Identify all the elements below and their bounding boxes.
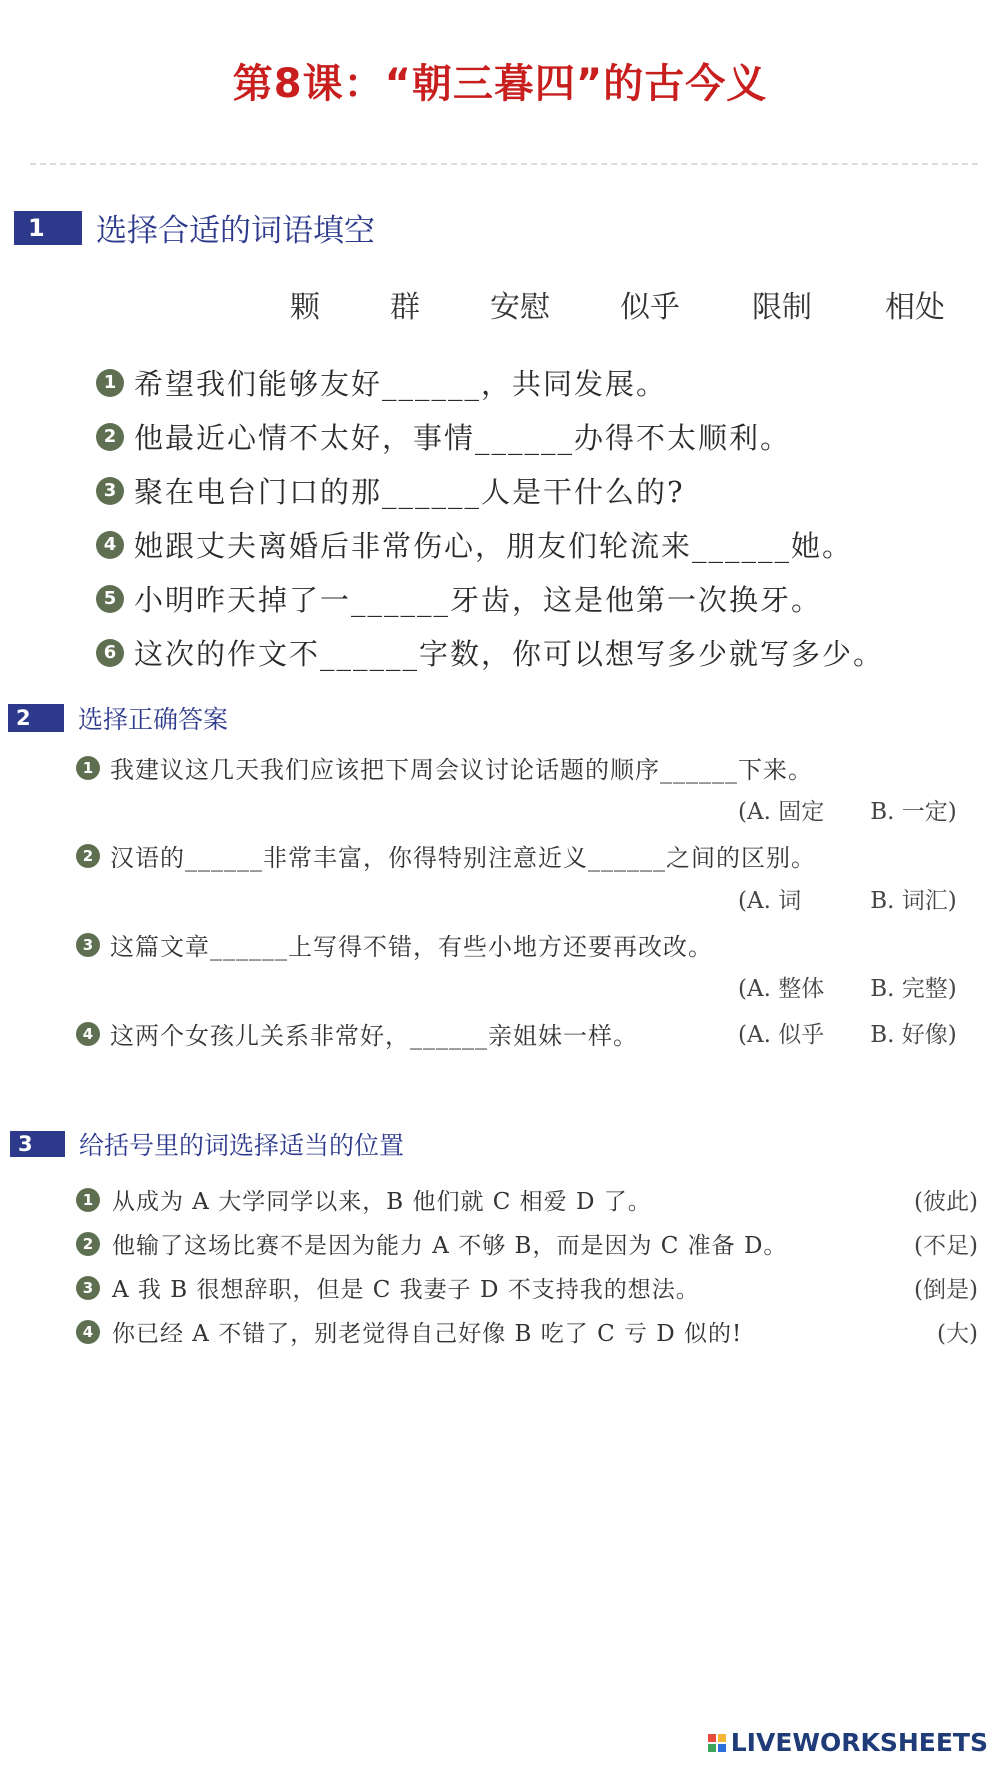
section-3-number: 3 (10, 1131, 65, 1157)
logo-square (718, 1744, 726, 1752)
section-2-header (8, 700, 228, 736)
question-number-badge: 3 (96, 477, 124, 505)
section-2-question (76, 838, 816, 873)
section-1-header (14, 205, 375, 250)
question-text: 从成为 A 大学同学以来，B 他们就 C 相爱 D 了。 (112, 1189, 652, 1215)
section-3-header (10, 1126, 404, 1162)
question-text: 这篇文章______上写得不错，有些小地方还要再改改。 (110, 933, 713, 961)
question-text: 他最近心情不太好，事情______办得不太顺利。 (134, 421, 792, 455)
section-2-title: 选择正确答案 (78, 705, 229, 734)
logo-square (708, 1744, 716, 1752)
word-bank-item: 群 (390, 290, 420, 325)
answer-choices: (A. 整体 B. 完整) (738, 976, 957, 1002)
answer-choices: (A. 固定 B. 一定) (738, 799, 957, 825)
question-number-badge: 1 (76, 1188, 100, 1212)
section-1-question (96, 578, 822, 619)
logo-grid-icon (708, 1734, 726, 1752)
bracket-word: (大) (937, 1321, 978, 1347)
question-number-badge: 3 (76, 933, 100, 957)
bracket-word: (彼此) (914, 1189, 978, 1215)
question-text: 希望我们能够友好______，共同发展。 (134, 367, 668, 401)
question-number-badge: 6 (96, 639, 124, 667)
question-number-badge: 5 (96, 585, 124, 613)
question-text: 汉语的______非常丰富，你得特别注意近义______之间的区别。 (110, 844, 816, 872)
section-1-question (96, 470, 685, 511)
question-number-badge: 4 (76, 1022, 100, 1046)
word-bank-item: 似乎 (620, 290, 680, 325)
section-1-question (96, 362, 667, 403)
bracket-word: (不足) (914, 1233, 978, 1259)
section-3-question (76, 1315, 742, 1348)
answer-choices: (A. 似乎 B. 好像) (738, 1022, 957, 1048)
question-number-badge: 2 (76, 844, 100, 868)
question-number-badge: 4 (96, 531, 124, 559)
answer-choices: (A. 词 B. 词汇) (738, 888, 957, 914)
question-text: A 我 B 很想辞职，但是 C 我妻子 D 不支持我的想法。 (112, 1277, 700, 1303)
section-1-question (96, 524, 853, 565)
question-number-badge: 4 (76, 1320, 100, 1344)
question-text: 这次的作文不______字数，你可以想写多少就写多少。 (134, 637, 885, 671)
logo-text: LIVEWORKSHEETS (730, 1728, 988, 1757)
section-1-question (96, 632, 884, 673)
section-2-question (76, 750, 813, 785)
question-number-badge: 1 (76, 756, 100, 780)
section-3-question (76, 1183, 652, 1216)
word-bank-item: 相处 (885, 290, 945, 325)
section-2-number: 2 (8, 704, 64, 732)
word-bank-item: 安慰 (490, 290, 550, 325)
question-number-badge: 3 (76, 1276, 100, 1300)
section-2-question (76, 927, 713, 962)
section-1-question (96, 416, 791, 457)
question-text: 他输了这场比赛不是因为能力 A 不够 B，而是因为 C 准备 D。 (112, 1233, 788, 1259)
question-text: 她跟丈夫离婚后非常伤心，朋友们轮流来______她。 (134, 529, 854, 563)
section-2-question (76, 1016, 638, 1051)
question-number-badge: 1 (96, 369, 124, 397)
section-1-title: 选择合适的词语填空 (96, 213, 375, 249)
section-3-question (76, 1271, 700, 1304)
liveworksheets-logo[interactable] (708, 1728, 988, 1757)
dashed-divider (30, 163, 978, 165)
question-text: 聚在电台门口的那______人是干什么的? (134, 475, 685, 509)
question-number-badge: 2 (76, 1232, 100, 1256)
question-text: 我建议这几天我们应该把下周会议讨论话题的顺序______下来。 (110, 756, 813, 784)
section-1-number: 1 (14, 211, 82, 245)
question-text: 这两个女孩儿关系非常好，______亲姐妹一样。 (110, 1022, 638, 1050)
word-bank-item: 颗 (290, 290, 320, 325)
section-3-title: 给括号里的词选择适当的位置 (79, 1131, 405, 1160)
bracket-word: (倒是) (914, 1277, 978, 1303)
page-title: 第8课：“朝三暮四”的古今义 (232, 61, 768, 107)
word-bank-item: 限制 (752, 290, 812, 325)
question-number-badge: 2 (96, 423, 124, 451)
question-text: 小明昨天掉了一______牙齿，这是他第一次换牙。 (134, 583, 823, 617)
question-text: 你已经 A 不错了，别老觉得自己好像 B 吃了 C 亏 D 似的! (112, 1321, 743, 1347)
logo-square (708, 1734, 716, 1742)
logo-square (718, 1734, 726, 1742)
section-3-question (76, 1227, 787, 1260)
